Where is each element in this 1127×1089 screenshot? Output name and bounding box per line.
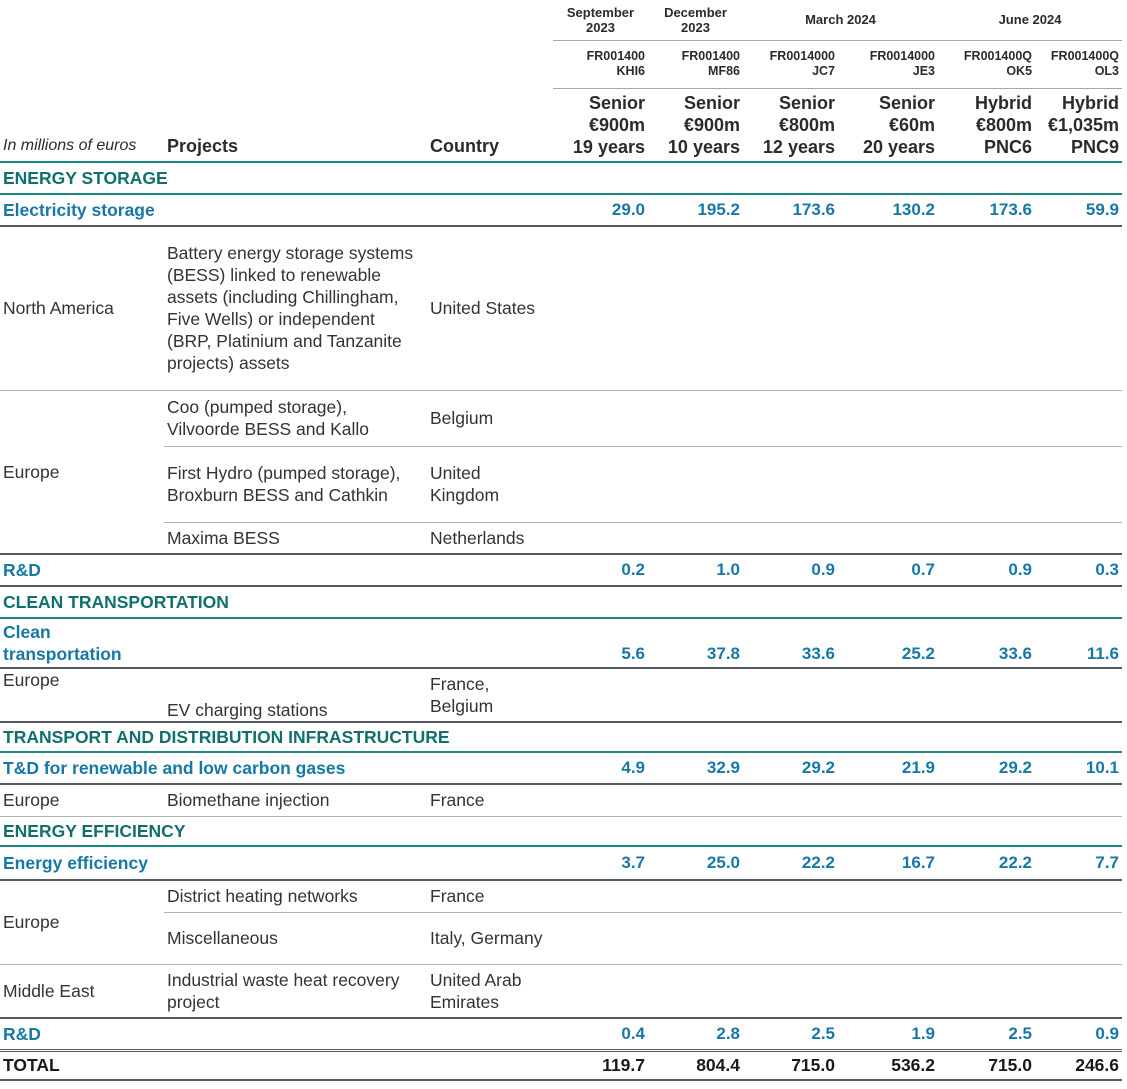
country-cell: United Arab Emirates [427, 964, 553, 1018]
bond-description: Senior €900m 10 years [648, 88, 743, 162]
value-cell: 4.9 [553, 752, 648, 784]
value-cell: 29.2 [938, 752, 1035, 784]
bond-header-row [0, 88, 1122, 162]
total-value-cell: 119.7 [553, 1050, 648, 1080]
subtotal-clean-transportation [0, 618, 1122, 668]
value-cell: 0.3 [1035, 554, 1122, 586]
detail-europe-belgium [0, 390, 1122, 446]
subtotal-label: R&D [0, 554, 553, 586]
region-cell: Europe [0, 880, 164, 964]
value-cell: 11.6 [1035, 618, 1122, 668]
value-cell: 0.4 [553, 1018, 648, 1050]
value-cell: 59.9 [1035, 194, 1122, 226]
project-cell: Miscellaneous [164, 912, 427, 964]
value-cell: 0.9 [938, 554, 1035, 586]
project-cell: Biomethane injection [164, 784, 427, 816]
section-title: TRANSPORT AND DISTRIBUTION INFRASTRUCTURE [0, 722, 1122, 752]
value-cell: 0.9 [1035, 1018, 1122, 1050]
total-label: TOTAL [0, 1050, 553, 1080]
value-cell: 7.7 [1035, 846, 1122, 880]
subtotal-label: T&D for renewable and low carbon gases [0, 752, 553, 784]
value-cell: 2.5 [743, 1018, 838, 1050]
value-cell: 33.6 [938, 618, 1035, 668]
detail-europe-district-heating [0, 880, 1122, 912]
value-cell: 25.0 [648, 846, 743, 880]
section-td-infrastructure [0, 722, 1122, 752]
isin-code: FR0014000 JE3 [838, 40, 938, 88]
period-dec-2023: December 2023 [664, 4, 727, 35]
value-cell: 1.0 [648, 554, 743, 586]
value-cell: 173.6 [743, 194, 838, 226]
project-cell: Coo (pumped storage), Vilvoorde BESS and Kallo [164, 390, 427, 446]
value-cell: 195.2 [648, 194, 743, 226]
value-cell: 37.8 [648, 618, 743, 668]
country-column-header: Country [430, 136, 499, 156]
isin-code: FR001400Q OK5 [938, 40, 1035, 88]
country-cell: France [427, 784, 553, 816]
value-cell: 21.9 [838, 752, 938, 784]
bond-description: Hybrid €1,035m PNC9 [1035, 88, 1122, 162]
section-title: ENERGY STORAGE [0, 162, 1122, 194]
value-cell: 29.2 [743, 752, 838, 784]
value-cell: 5.6 [553, 618, 648, 668]
detail-europe-miscellaneous [0, 912, 1122, 964]
region-cell: Middle East [0, 964, 164, 1018]
section-title: CLEAN TRANSPORTATION [0, 586, 1122, 618]
value-cell: 29.0 [553, 194, 648, 226]
subtotal-energy-efficiency [0, 846, 1122, 880]
subtotal-label: R&D [0, 1018, 553, 1050]
bond-description: Senior €800m 12 years [743, 88, 838, 162]
value-cell: 2.5 [938, 1018, 1035, 1050]
total-value-cell: 246.6 [1035, 1050, 1122, 1080]
section-energy-efficiency [0, 816, 1122, 846]
isin-header-row [0, 40, 1122, 88]
detail-europe-netherlands [0, 522, 1122, 554]
value-cell: 25.2 [838, 618, 938, 668]
subtotal-label: Energy efficiency [0, 846, 553, 880]
period-sep-2023: September 2023 [566, 4, 635, 35]
section-clean-transportation [0, 586, 1122, 618]
section-title: ENERGY EFFICIENCY [0, 816, 1122, 846]
period-header-row [0, 0, 1122, 40]
value-cell: 10.1 [1035, 752, 1122, 784]
detail-middle-east [0, 964, 1122, 1018]
project-cell: Maxima BESS [164, 522, 427, 554]
value-cell: 0.9 [743, 554, 838, 586]
country-cell: France, Belgium [427, 668, 553, 722]
total-value-cell: 536.2 [838, 1050, 938, 1080]
region-cell: Europe [0, 390, 164, 554]
unit-label: In millions of euros [3, 137, 137, 154]
bond-description: Senior €900m 19 years [553, 88, 648, 162]
total-row [0, 1050, 1122, 1080]
project-cell: Industrial waste heat recovery project [164, 964, 427, 1018]
total-value-cell: 804.4 [648, 1050, 743, 1080]
value-cell: 173.6 [938, 194, 1035, 226]
subtotal-rd-storage [0, 554, 1122, 586]
subtotal-label: Electricity storage [0, 194, 553, 226]
value-cell: 22.2 [938, 846, 1035, 880]
subtotal-label: Clean transportation [0, 618, 164, 668]
subtotal-td-gases [0, 752, 1122, 784]
value-cell: 22.2 [743, 846, 838, 880]
isin-code: FR001400Q OL3 [1035, 40, 1122, 88]
value-cell: 32.9 [648, 752, 743, 784]
subtotal-rd-efficiency [0, 1018, 1122, 1050]
region-cell: North America [0, 226, 164, 390]
isin-code: FR001400 KHI6 [553, 40, 648, 88]
bond-description: Hybrid €800m PNC6 [938, 88, 1035, 162]
projects-column-header: Projects [167, 136, 239, 156]
value-cell: 0.2 [553, 554, 648, 586]
country-cell: France [427, 880, 553, 912]
period-mar-2024: March 2024 [805, 12, 876, 28]
value-cell: 16.7 [838, 846, 938, 880]
project-cell: EV charging stations [164, 668, 427, 722]
total-value-cell: 715.0 [743, 1050, 838, 1080]
isin-code: FR0014000 JC7 [743, 40, 838, 88]
project-cell: District heating networks [164, 880, 427, 912]
country-cell: Netherlands [427, 522, 553, 554]
period-jun-2024: June 2024 [998, 12, 1062, 28]
project-cell: First Hydro (pumped storage), Broxburn BESS and Cathkin [164, 446, 427, 522]
isin-code: FR001400 MF86 [648, 40, 743, 88]
subtotal-electricity-storage [0, 194, 1122, 226]
region-cell: Europe [0, 784, 164, 816]
section-energy-storage [0, 162, 1122, 194]
value-cell: 2.8 [648, 1018, 743, 1050]
value-cell: 3.7 [553, 846, 648, 880]
detail-europe-transport [0, 668, 1122, 722]
value-cell: 1.9 [838, 1018, 938, 1050]
detail-north-america [0, 226, 1122, 390]
value-cell: 33.6 [743, 618, 838, 668]
region-cell: Europe [0, 668, 164, 722]
value-cell: 0.7 [838, 554, 938, 586]
country-cell: Italy, Germany [427, 912, 553, 964]
total-value-cell: 715.0 [938, 1050, 1035, 1080]
country-cell: Belgium [427, 390, 553, 446]
country-cell: United States [427, 226, 553, 390]
bond-description: Senior €60m 20 years [838, 88, 938, 162]
detail-europe-uk [0, 446, 1122, 522]
detail-europe-biomethane [0, 784, 1122, 816]
value-cell: 130.2 [838, 194, 938, 226]
project-cell: Battery energy storage systems (BESS) linked to renewable assets (including Chillingham, Five Wells) or independent (BRP, Platinium and Tanzanite projects) assets [164, 226, 427, 390]
country-cell: United Kingdom [427, 446, 553, 522]
